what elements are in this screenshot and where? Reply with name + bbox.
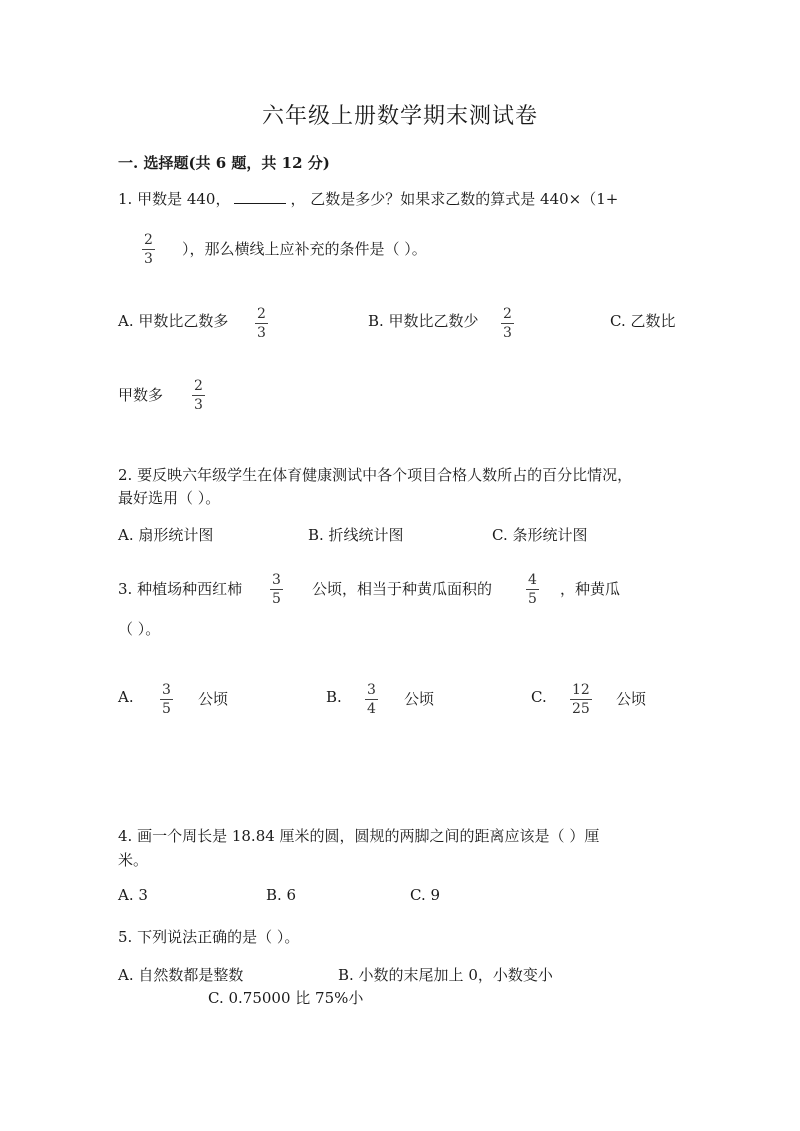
q4-option-c[interactable]: C. 9 [410, 886, 441, 904]
q3-option-b-fraction: 3 4 [367, 682, 376, 717]
q1-option-a[interactable]: A. 甲数比乙数多 [118, 312, 229, 330]
q1-option-b[interactable]: B. 甲数比乙数少 [368, 312, 479, 330]
q3-option-a[interactable]: A. [118, 688, 134, 706]
q4-text-line2: 米。 [118, 851, 149, 869]
page-title: 六年级上册数学期末测试卷 [261, 104, 538, 129]
q1-text-start: 1. 甲数是 440， [118, 190, 231, 208]
q3-option-a-unit: 公顷 [198, 690, 229, 708]
q1-fraction: 2 3 [144, 232, 153, 267]
q1-text-end: ， 乙数是多少？如果求乙数的算式是 440×（1+ [290, 190, 619, 208]
q1-option-b-fraction: 2 3 [503, 306, 512, 341]
q5-text-line1: 5. 下列说法正确的是（ ）。 [118, 928, 300, 946]
q1-option-c-cont: 甲数多 [118, 386, 164, 404]
q1-blank [234, 189, 286, 204]
q3-option-b[interactable]: B. [326, 688, 342, 706]
q3-fraction-1: 3 5 [272, 572, 281, 607]
q3-text-mid: 公顷，相当于种黄瓜面积的 [312, 580, 493, 598]
q3-fraction-2: 4 5 [528, 572, 537, 607]
q3-text-start: 3. 种植场种西红柿 [118, 580, 243, 598]
q3-option-c-unit: 公顷 [616, 690, 647, 708]
q2-text-line1: 2. 要反映六年级学生在体育健康测试中各个项目合格人数所占的百分比情况， [118, 466, 633, 484]
q3-option-b-unit: 公顷 [404, 690, 435, 708]
section-heading: 一. 选择题(共 6 题，共 12 分) [118, 154, 330, 172]
q2-option-b[interactable]: B. 折线统计图 [308, 526, 404, 544]
q3-option-a-fraction: 3 5 [162, 682, 171, 717]
q5-option-a[interactable]: A. 自然数都是整数 [118, 966, 244, 984]
q2-option-a[interactable]: A. 扇形统计图 [118, 526, 214, 544]
q1-option-c-fraction: 2 3 [194, 378, 203, 413]
q1-option-a-fraction: 2 3 [257, 306, 266, 341]
q2-text-line2: 最好选用（ ）。 [118, 489, 221, 507]
q5-option-b[interactable]: B. 小数的末尾加上 0，小数变小 [338, 966, 553, 984]
q3-option-c[interactable]: C. [531, 688, 547, 706]
q3-text-line2: （ ）。 [118, 620, 161, 638]
q4-option-a[interactable]: A. 3 [118, 886, 148, 904]
q3-text-end: ，种黄瓜 [560, 580, 621, 598]
q4-option-b[interactable]: B. 6 [266, 886, 297, 904]
q1-option-c[interactable]: C. 乙数比 [610, 312, 676, 330]
q2-option-c[interactable]: C. 条形统计图 [492, 526, 588, 544]
q5-option-c[interactable]: C. 0.75000 比 75%小 [208, 989, 364, 1007]
q3-option-c-fraction: 12 25 [572, 682, 590, 717]
q1-text-line2: ），那么横线上应补充的条件是（ ）。 [182, 240, 427, 258]
q4-text-line1: 4. 画一个周长是 18.84 厘米的圆，圆规的两脚之间的距离应该是（ ）厘 [118, 827, 600, 845]
